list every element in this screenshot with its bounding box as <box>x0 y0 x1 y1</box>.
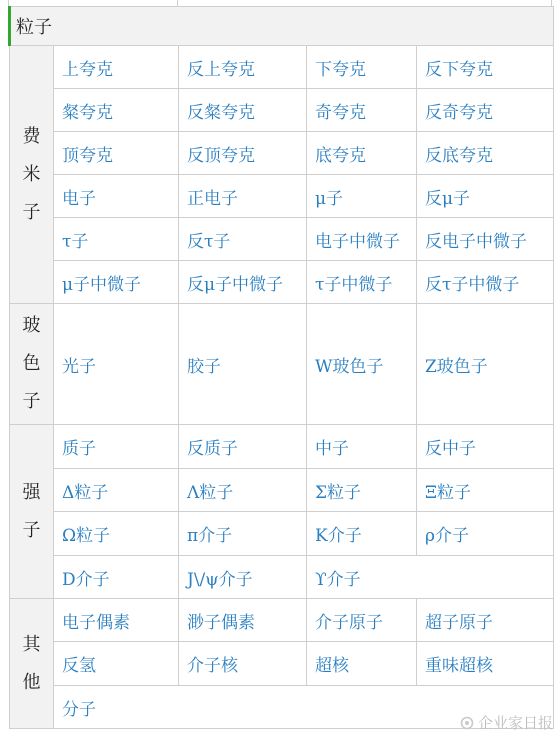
particle-cell: 反μ子中微子 <box>179 261 307 304</box>
particle-cell: 反τ子 <box>179 218 307 261</box>
table-title: 粒子 <box>10 7 554 46</box>
particle-cell: τ子中微子 <box>307 261 417 304</box>
particle-cell: 超子原子 <box>417 599 554 642</box>
watermark-text: 企业家日报 <box>477 714 553 732</box>
particle-row <box>10 261 554 304</box>
particle-row <box>10 469 554 512</box>
particle-cell: 反底夸克 <box>417 132 554 175</box>
particle-cell: Σ粒子 <box>307 469 417 512</box>
particle-cell: Δ粒子 <box>54 469 179 512</box>
particle-cell: π介子 <box>179 512 307 556</box>
category-label <box>10 425 54 599</box>
category-label-char: 米 <box>22 163 41 185</box>
particle-cell: K介子 <box>307 512 417 556</box>
particle-cell: 正电子 <box>179 175 307 218</box>
particle-cell: 下夸克 <box>307 46 417 89</box>
particle-cell: 光子 <box>54 304 179 425</box>
particle-cell: 反奇夸克 <box>417 89 554 132</box>
particle-cell: 底夸克 <box>307 132 417 175</box>
particle-cell: 超核 <box>307 642 417 686</box>
particle-cell: 反氢 <box>54 642 179 686</box>
particle-cell: Λ粒子 <box>179 469 307 512</box>
particle-row <box>10 132 554 175</box>
particle-cell: Z玻色子 <box>417 304 554 425</box>
particle-cell: 质子 <box>54 425 179 469</box>
particle-cell: μ子 <box>307 175 417 218</box>
particle-cell: 介子核 <box>179 642 307 686</box>
particle-row <box>10 512 554 556</box>
category-label-char: 子 <box>22 519 41 541</box>
watermark-logo-icon <box>460 716 474 730</box>
particle-row <box>10 599 554 642</box>
particle-row <box>10 425 554 469</box>
particle-row <box>10 556 554 599</box>
category-label-char: 色 <box>22 353 41 374</box>
particle-cell: 反顶夸克 <box>179 132 307 175</box>
particle-cell: 反μ子 <box>417 175 554 218</box>
category-label-char: 他 <box>22 671 41 693</box>
category-label <box>10 304 54 425</box>
particle-row <box>10 304 554 425</box>
watermark <box>460 712 553 733</box>
particle-table <box>8 6 554 729</box>
particle-cell: Ξ粒子 <box>417 469 554 512</box>
particle-cell: 分子 <box>54 686 554 729</box>
particle-cell: 奇夸克 <box>307 89 417 132</box>
particle-cell: 反τ子中微子 <box>417 261 554 304</box>
particle-cell: 胶子 <box>179 304 307 425</box>
category-label <box>10 599 54 729</box>
particle-row <box>10 218 554 261</box>
particle-cell: 电子 <box>54 175 179 218</box>
particle-row <box>10 46 554 89</box>
particle-cell: 反下夸克 <box>417 46 554 89</box>
particle-cell: Ω粒子 <box>54 512 179 556</box>
particle-cell: 渺子偶素 <box>179 599 307 642</box>
particle-cell: τ子 <box>54 218 179 261</box>
particle-cell: J\/ψ介子 <box>179 556 307 599</box>
category-label-char: 子 <box>22 391 41 412</box>
particle-cell: W玻色子 <box>307 304 417 425</box>
particle-cell: 粲夸克 <box>54 89 179 132</box>
particle-cell: 中子 <box>307 425 417 469</box>
particle-cell: 反粲夸克 <box>179 89 307 132</box>
particle-cell: 反中子 <box>417 425 554 469</box>
title-row <box>10 7 554 46</box>
category-label <box>10 46 54 304</box>
particle-cell: 介子原子 <box>307 599 417 642</box>
particle-cell: 反电子中微子 <box>417 218 554 261</box>
particle-cell: 重味超核 <box>417 642 554 686</box>
category-label-char: 强 <box>22 481 41 503</box>
category-label-char: 玻 <box>22 315 41 336</box>
particle-cell: 上夸克 <box>54 46 179 89</box>
particle-cell: ρ介子 <box>417 512 554 556</box>
particle-cell: 电子中微子 <box>307 218 417 261</box>
particle-cell: ϒ介子 <box>307 556 554 599</box>
particle-row <box>10 175 554 218</box>
particle-cell: 电子偶素 <box>54 599 179 642</box>
particle-cell: 反质子 <box>179 425 307 469</box>
particle-cell: μ子中微子 <box>54 261 179 304</box>
category-label-char: 其 <box>22 633 41 655</box>
particle-row <box>10 642 554 686</box>
particle-row <box>10 89 554 132</box>
particle-cell: D介子 <box>54 556 179 599</box>
category-label-char: 子 <box>22 201 41 223</box>
category-label-char: 费 <box>22 125 41 147</box>
particle-cell: 反上夸克 <box>179 46 307 89</box>
particle-cell: 顶夸克 <box>54 132 179 175</box>
